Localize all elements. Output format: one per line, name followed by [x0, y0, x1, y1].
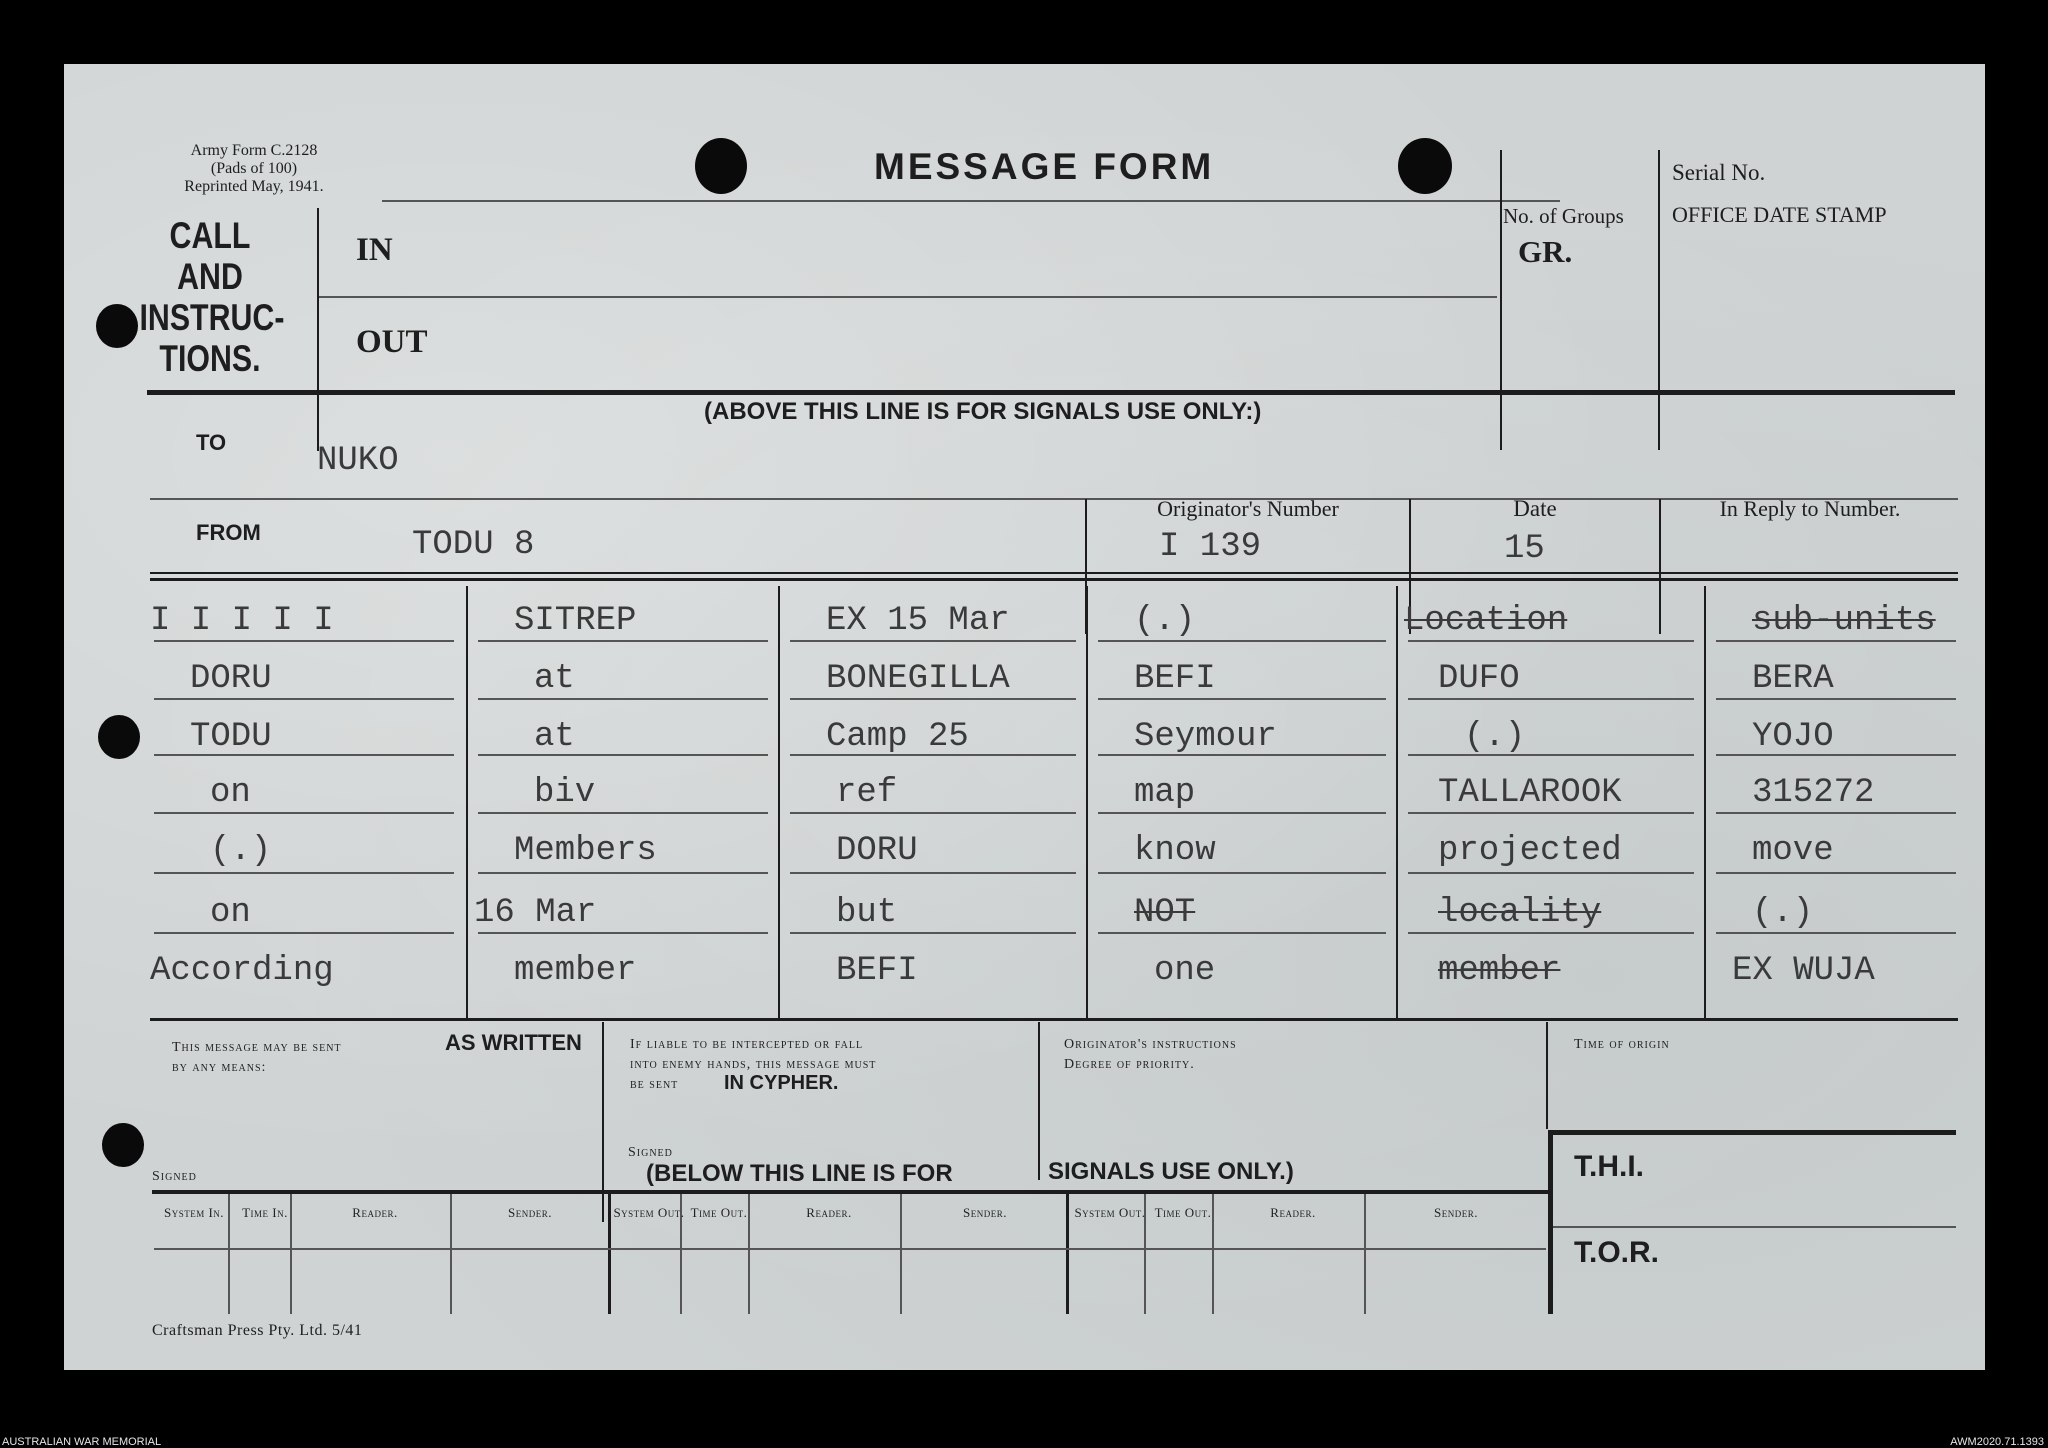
log-header-time-in-1: Time In.: [242, 1205, 288, 1220]
log-header-system-in-0: System In.: [163, 1205, 225, 1220]
message-cell-r4-c5: TALLAROOK: [1438, 774, 1622, 812]
cypher-line3: be sent: [630, 1077, 679, 1092]
message-cell-r3-c1: TODU: [190, 718, 272, 756]
call-instructions-line1: CALL: [169, 215, 251, 256]
to-value: NUKO: [317, 442, 399, 480]
message-cell-r3-c3: Camp 25: [826, 718, 969, 756]
message-cell-r4-c6: 315272: [1752, 774, 1875, 812]
originator-label: Originator's Number: [1157, 496, 1339, 521]
message-cell-r7-c5: member: [1438, 952, 1561, 990]
message-cell-r1-c1: I I I I I: [150, 602, 334, 640]
signed-mid-label: Signed: [628, 1145, 673, 1160]
message-cell-r5-c6: move: [1752, 832, 1834, 870]
message-cell-r5-c2: Members: [514, 832, 657, 870]
above-line-note: (ABOVE THIS LINE IS FOR SIGNALS USE ONLY:): [704, 398, 1262, 425]
message-cell-r4-c4: map: [1134, 774, 1196, 812]
message-cell-r3-c2: at: [534, 718, 575, 756]
orig-instr-line2: Degree of priority.: [1064, 1057, 1195, 1072]
signals-log-table: [64, 64, 1985, 1370]
message-cell-r3-c4: Seymour: [1134, 718, 1277, 756]
log-header-reader-10: Reader.: [1270, 1205, 1316, 1220]
message-cell-r4-c2: biv: [534, 774, 596, 812]
army-form-reprint: Reprinted May, 1941.: [184, 178, 324, 195]
message-cell-r3-c6: YOJO: [1752, 718, 1834, 756]
message-cell-r7-c4: one: [1154, 952, 1216, 990]
from-label: FROM: [196, 520, 261, 545]
message-cell-r1-c2: SITREP: [514, 602, 637, 640]
message-cell-r4-c3: ref: [836, 774, 898, 812]
message-cell-r2-c3: BONEGILLA: [826, 660, 1010, 698]
serial-label: Serial No.: [1672, 160, 1766, 185]
army-form-number: Army Form C.2128: [190, 142, 318, 159]
date-value: 15: [1504, 530, 1545, 568]
message-cell-r7-c6: EX WUJA: [1732, 952, 1875, 990]
message-cell-r1-c3: EX 15 Mar: [826, 602, 1010, 640]
to-label: TO: [196, 430, 227, 455]
log-header-time-out-9: Time Out.: [1154, 1205, 1212, 1220]
message-cell-r7-c1: According: [150, 952, 334, 990]
message-cell-r5-c4: know: [1134, 832, 1216, 870]
time-of-origin-label: Time of origin: [1574, 1037, 1670, 1052]
orig-instr-line1: Originator's instructions: [1064, 1037, 1237, 1052]
groups-value: GR.: [1518, 234, 1573, 269]
below-line-note-b: SIGNALS USE ONLY.): [1048, 1158, 1294, 1185]
log-column-divider: [608, 1194, 611, 1314]
message-cell-r4-c1: on: [210, 774, 251, 812]
message-cell-r3-c5: (.): [1464, 718, 1526, 756]
date-stamp-label: OFFICE DATE STAMP: [1672, 202, 1887, 227]
call-instructions-line4: TIONS.: [159, 338, 261, 379]
message-form-sheet: [64, 64, 1985, 1370]
in-cypher-label: IN CYPHER.: [724, 1072, 839, 1094]
log-header-system-out-4: System Out.: [613, 1205, 685, 1220]
log-header-system-out-8: System Out.: [1074, 1205, 1146, 1220]
log-header-sender-3: Sender.: [508, 1205, 552, 1220]
cypher-line1: If liable to be intercepted or fall: [630, 1037, 864, 1052]
in-label: IN: [356, 232, 393, 268]
message-cell-r2-c6: BERA: [1752, 660, 1834, 698]
call-instructions-line3: INSTRUC-: [139, 297, 285, 338]
message-cell-r6-c4: NOT: [1134, 894, 1196, 932]
message-cell-r6-c5: locality: [1438, 894, 1602, 932]
log-header-sender-7: Sender.: [963, 1205, 1007, 1220]
army-form-pads: (Pads of 100): [210, 160, 298, 177]
groups-label: No. of Groups: [1503, 204, 1624, 228]
thi-label: T.H.I.: [1574, 1150, 1645, 1183]
log-header-rule: [154, 1248, 1546, 1250]
message-cell-r2-c1: DORU: [190, 660, 272, 698]
message-cell-r7-c2: member: [514, 952, 637, 990]
any-means-line2: by any means:: [172, 1060, 267, 1075]
log-header-reader-6: Reader.: [806, 1205, 852, 1220]
message-cell-r5-c3: DORU: [836, 832, 918, 870]
message-cell-r6-c6: (.): [1752, 894, 1814, 932]
message-cell-r5-c5: projected: [1438, 832, 1622, 870]
call-instructions-line2: AND: [177, 256, 243, 297]
date-label: Date: [1513, 496, 1557, 521]
signed-left-label: Signed: [152, 1169, 197, 1184]
message-cell-r1-c4: (.): [1134, 602, 1196, 640]
message-cell-r6-c3: but: [836, 894, 898, 932]
message-cell-r2-c2: at: [534, 660, 575, 698]
message-cell-r5-c1: (.): [210, 832, 272, 870]
tor-label: T.O.R.: [1574, 1236, 1660, 1269]
message-cell-r6-c1: on: [210, 894, 251, 932]
printer-imprint: Craftsman Press Pty. Ltd. 5/41: [152, 1322, 363, 1339]
form-title: MESSAGE FORM: [874, 146, 1215, 187]
message-cell-r1-c6: sub-units: [1752, 602, 1936, 640]
log-header-sender-11: Sender.: [1434, 1205, 1478, 1220]
from-value: TODU 8: [412, 526, 535, 564]
log-header-time-out-5: Time Out.: [690, 1205, 748, 1220]
message-cell-r1-c5: Location: [1404, 602, 1568, 640]
footer-right-id: AWM2020.71.1393: [1950, 1436, 2044, 1448]
message-cell-r7-c3: BEFI: [836, 952, 918, 990]
out-label: OUT: [356, 324, 428, 360]
log-column-divider: [1066, 1194, 1069, 1314]
log-header-reader-2: Reader.: [352, 1205, 398, 1220]
cypher-line2: into enemy hands, this message must: [630, 1057, 877, 1072]
any-means-line1: This message may be sent: [172, 1040, 342, 1055]
originator-value: I 139: [1159, 528, 1262, 566]
message-cell-r2-c5: DUFO: [1438, 660, 1520, 698]
message-cell-r2-c4: BEFI: [1134, 660, 1216, 698]
below-line-note-a: (BELOW THIS LINE IS FOR: [646, 1160, 953, 1187]
footer-left-credit: AUSTRALIAN WAR MEMORIAL: [2, 1436, 162, 1448]
message-cell-r6-c2: 16 Mar: [474, 894, 597, 932]
as-written-label: AS WRITTEN: [445, 1030, 582, 1055]
reply-label: In Reply to Number.: [1719, 496, 1901, 521]
